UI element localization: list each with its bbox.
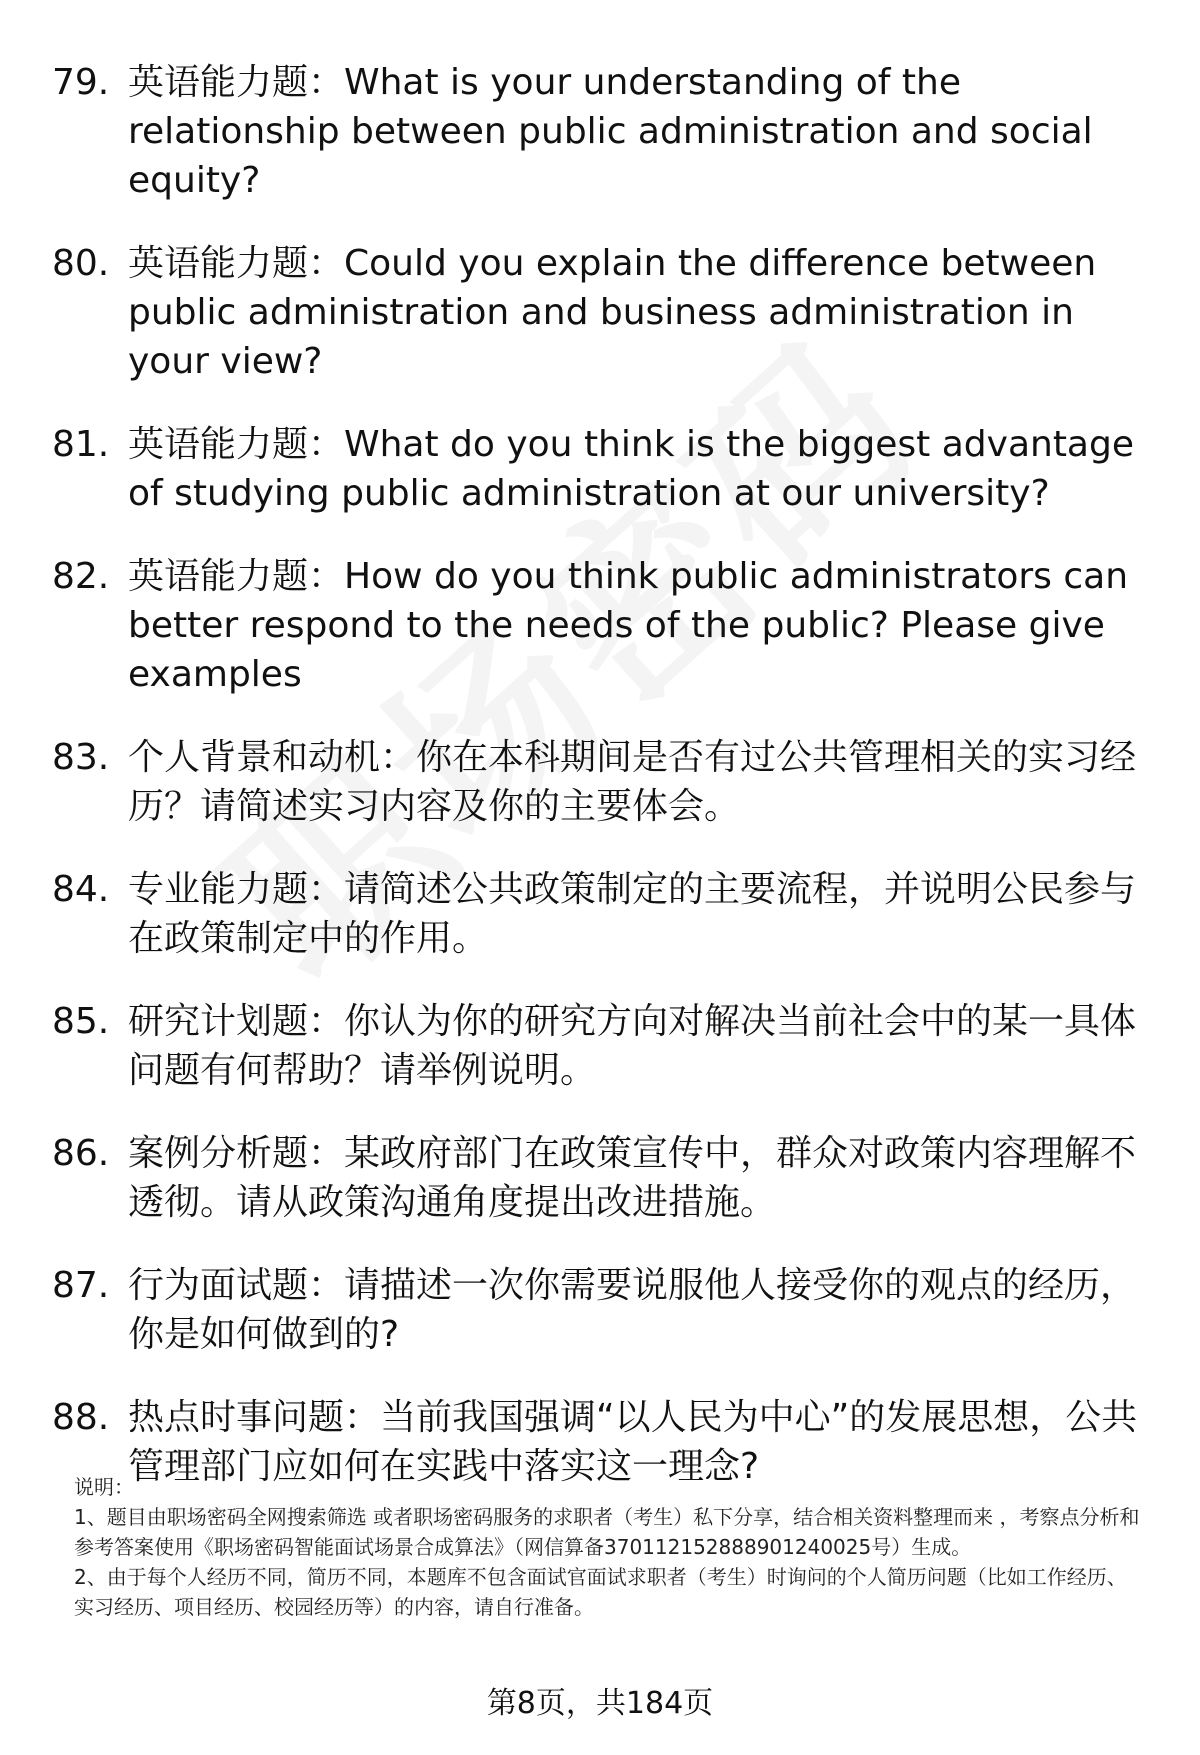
question-number: 80.: [52, 243, 110, 284]
question-number: 86.: [52, 1133, 110, 1174]
question-item: [52, 552, 1162, 699]
note-item-1: 1、题目由职场密码全网搜索筛选 或者职场密码服务的求职者（考生）私下分享，结合相关资料整理而来 ，考察点分析和参考答案使用《职场密码智能面试场景合成算法》（网信算备370112152888901240025号）生成。: [74, 1505, 1140, 1559]
question-item: [52, 58, 1162, 205]
question-number: 81.: [52, 424, 110, 465]
question-item: [52, 420, 1162, 518]
question-item: [52, 239, 1162, 386]
page-footer: [0, 1678, 1200, 1722]
note-item-2: 2、由于每个人经历不同，简历不同，本题库不包含面试官面试求职者（考生）时询问的个人简历问题（比如工作经历、实习经历、项目经历、校园经历等）的内容，请自行准备。: [74, 1565, 1127, 1619]
question-text: 个人背景和动机：你在本科期间是否有过公共管理相关的实习经历？请简述实习内容及你的主要体会。: [128, 737, 1137, 827]
notes-section: [74, 1472, 1140, 1622]
question-item: [52, 1129, 1162, 1227]
question-number: 88.: [52, 1397, 110, 1438]
question-number: 85.: [52, 1001, 110, 1042]
question-item: [52, 733, 1162, 831]
notes-heading: 说明：: [74, 1475, 134, 1499]
question-item: [52, 865, 1162, 963]
question-list: [52, 58, 1162, 1525]
question-text: 英语能力题：Could you explain the difference between public administration and business administration in your view?: [128, 243, 1097, 382]
page-indicator: 第8页，共184页: [486, 1686, 714, 1721]
question-text: 行为面试题：请描述一次你需要说服他人接受你的观点的经历，你是如何做到的?: [128, 1265, 1137, 1355]
question-text: 英语能力题：What is your understanding of the relationship between public administration and social equity?: [128, 62, 1093, 201]
question-text: 热点时事问题：当前我国强调“以人民为中心”的发展思想，公共管理部门应如何在实践中落实这一理念?: [128, 1397, 1138, 1487]
question-text: 专业能力题：请简述公共政策制定的主要流程，并说明公民参与在政策制定中的作用。: [128, 869, 1137, 959]
question-text: 案例分析题：某政府部门在政策宣传中，群众对政策内容理解不透彻。请从政策沟通角度提出改进措施。: [128, 1133, 1137, 1223]
question-number: 82.: [52, 556, 110, 597]
question-item: [52, 1261, 1162, 1359]
question-number: 79.: [52, 62, 110, 103]
question-number: 83.: [52, 737, 110, 778]
question-text: 英语能力题：How do you think public administrators can better respond to the needs of the public? Please give examples: [128, 556, 1129, 695]
question-text: 研究计划题：你认为你的研究方向对解决当前社会中的某一具体问题有何帮助？请举例说明。: [128, 1001, 1137, 1091]
question-item: [52, 997, 1162, 1095]
question-number: 87.: [52, 1265, 110, 1306]
question-number: 84.: [52, 869, 110, 910]
question-text: 英语能力题：What do you think is the biggest advantage of studying public administration at our university?: [128, 424, 1134, 514]
